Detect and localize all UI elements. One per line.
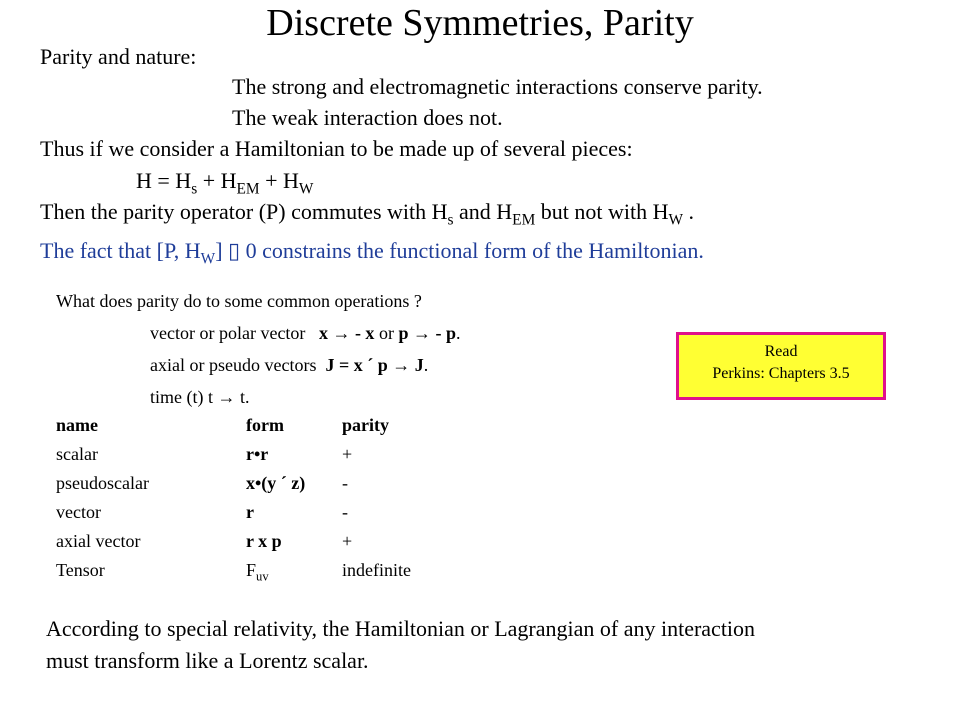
h-sub-em: EM (236, 180, 260, 198)
commute-text-3: but not with H (535, 199, 669, 224)
commute-sub-s: s (447, 211, 454, 229)
h-sub-s: s (191, 180, 198, 198)
table-row-form: x•(y ´ z) (246, 473, 306, 493)
page-title: Discrete Symmetries, Parity (266, 2, 694, 44)
table-row-form: r x p (246, 531, 282, 551)
table-row-form: r (246, 502, 254, 522)
operations-question: What does parity do to some common operations ? (56, 291, 422, 311)
intro-line-hamiltonian: Thus if we consider a Hamiltonian to be made up of several pieces: (40, 136, 633, 161)
table-row-name: axial vector (56, 531, 141, 551)
conclusion-line-1: According to special relativity, the Hamiltonian or Lagrangian of any interaction (46, 616, 756, 641)
commute-sub-em: EM (512, 211, 536, 229)
h-eq-text: H = H (136, 168, 192, 193)
tensor-form-sub: uv (256, 569, 269, 584)
table-row-parity: + (342, 531, 353, 551)
h-plus-2: + H (259, 168, 299, 193)
tensor-form: F (246, 560, 257, 580)
vector-label: vector or polar vector (150, 323, 306, 343)
table-row-name: pseudoscalar (56, 473, 149, 493)
commute-text-4: . (683, 199, 695, 224)
commute-text-2: and H (453, 199, 513, 224)
fact-sub-w: W (200, 250, 216, 268)
table-row-form: r•r (246, 444, 269, 464)
vector-or: or (374, 323, 399, 343)
hamiltonian-equation (136, 168, 314, 198)
fact-text-1: The fact that [P, H (40, 238, 201, 263)
commute-text-1: Then the parity operator (P) commutes with H (40, 199, 448, 224)
axial-transform: J = x ´ p → J (325, 355, 424, 375)
reading-box-title: Read (764, 343, 798, 360)
vector-transform-p: p → - p (398, 323, 456, 343)
vector-end: . (455, 323, 461, 343)
fact-statement (40, 238, 704, 268)
axial-end: . (423, 355, 429, 375)
vector-line (150, 322, 460, 344)
table-row-name: Tensor (56, 560, 105, 580)
table-row-name: vector (56, 502, 101, 522)
axial-label: axial or pseudo vectors (150, 355, 317, 375)
table-header-form: form (246, 415, 284, 435)
time-line: time (t) t → t. (150, 387, 250, 407)
axial-line (150, 354, 428, 376)
commute-sub-w: W (668, 211, 684, 229)
h-plus-1: + H (197, 168, 237, 193)
reading-box (676, 332, 886, 400)
table-header-name: name (56, 415, 98, 435)
intro-heading: Parity and nature: (40, 44, 197, 69)
table-row-parity: + (342, 444, 353, 464)
intro-line-strong-em: The strong and electromagnetic interactions conserve parity. (232, 74, 763, 99)
h-sub-w: W (298, 180, 314, 198)
table-row-parity: - (342, 473, 348, 493)
reading-box-reference: Perkins: Chapters 3.5 (712, 365, 850, 382)
table-row-parity: indefinite (342, 560, 411, 580)
commute-statement (40, 199, 695, 229)
table-row-form (246, 559, 269, 584)
table-row-parity: - (342, 502, 348, 522)
fact-text-2: ] ▯ 0 constrains the functional form of the Hamiltonian. (215, 238, 704, 263)
intro-line-weak: The weak interaction does not. (232, 105, 503, 130)
vector-transform-x: x → - x (318, 323, 375, 343)
conclusion-line-2: must transform like a Lorentz scalar. (46, 648, 369, 673)
table-row-name: scalar (56, 444, 98, 464)
table-header-parity: parity (342, 415, 389, 435)
